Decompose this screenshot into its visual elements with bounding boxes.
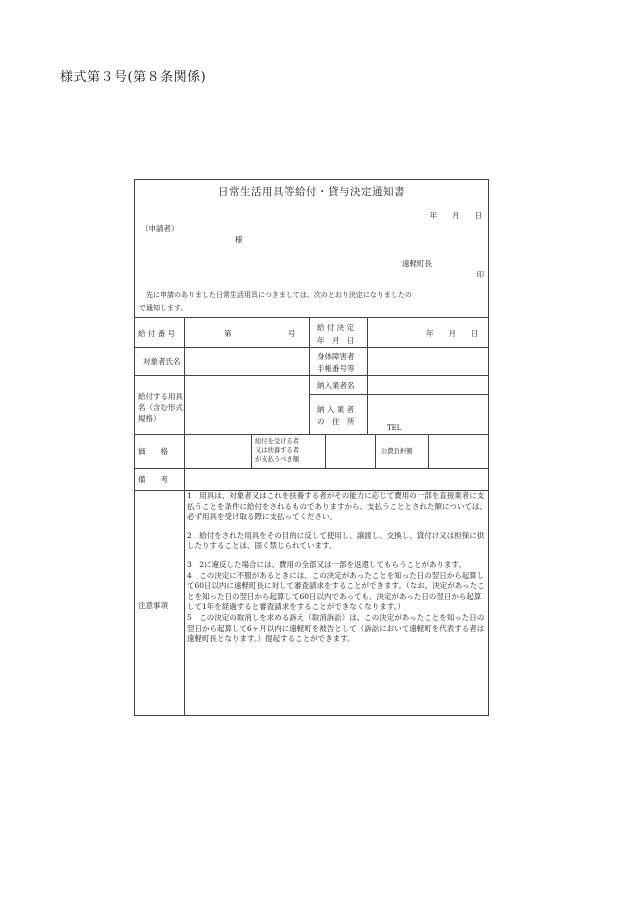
biko-label: 備 考: [138, 475, 168, 484]
notes-list: [187, 491, 487, 645]
yogu-label-3: 規格）: [138, 414, 161, 423]
kouhi-label: 公費負担額: [381, 448, 413, 455]
kettei-label-1: 給 付 決 定: [317, 323, 355, 332]
intro-line-2: で通知します。: [139, 304, 188, 312]
honorific: 様: [235, 235, 243, 244]
nonyu-addr-label-2: の 住 所: [317, 417, 355, 426]
chui-label: 注意事項: [138, 601, 168, 610]
futan-label-2: 又は扶養する者: [255, 447, 300, 454]
note-2: 2 給付をされた用具をその目的に反して使用し、譲渡し、交換し、貸付け又は担保に供したりすることは、固く禁じられています。: [187, 530, 485, 551]
yogu-label-1: 給付する用具: [138, 392, 183, 401]
form-title: 日常生活用具等給付・貸与決定通知書: [218, 186, 405, 198]
intro-line-1: 先に申請のありました日常生活用具につきましては、次のとおり決定になりましたの: [146, 291, 412, 299]
nonyu-name-label: 納入業者名: [317, 381, 355, 390]
note-3: 3 2に違反した場合には、費用の全部又は一部を返還してもらうことがあります。: [187, 559, 466, 569]
form-number-label: 様式第３号(第８条関係): [60, 70, 207, 85]
kyufu-bango-label: 給 付 番 号: [138, 329, 176, 338]
futan-label-3: が支払うべき額: [255, 456, 300, 463]
note-4: 4 この決定に不服があるときには、この決定があったことを知った日の翌日から起算して60日以内に遠軽町長に対して審査請求をすることができます。（なお、決定があったことを知った日の翌日から起算して60日以内であっても、決定があった日の翌日から起算して1年を経過すると審査請求をすることができなくなります。）: [187, 570, 485, 612]
nonyu-addr-label-1: 納 入 業 者: [317, 405, 355, 414]
go-label: 号: [288, 329, 296, 338]
taishosha-label: 対象者氏名: [143, 357, 181, 366]
mayor-title: 遠軽町長: [402, 259, 432, 268]
techo-label-2: 手帳番号等: [317, 364, 355, 373]
kakaku-label: 価 格: [138, 447, 168, 456]
issue-date: 年 月 日: [429, 211, 482, 220]
techo-label-1: 身体障害者: [317, 352, 355, 361]
notice-form: [134, 179, 489, 716]
kettei-label-2: 年 月 日: [317, 336, 355, 345]
futan-label-1: 給付を受ける者: [255, 438, 300, 445]
note-1: 1 用具は、対象者又はこれを扶養する者がその能力に応じて費用の一部を直接業者に支払うことを条件に給付をされるものでありますから、支払うこととされた額については、必ず用具を受け取る際に支払ってください。: [187, 491, 487, 522]
applicant-label: （申請者）: [141, 224, 179, 233]
tel-label: TEL: [387, 424, 402, 432]
kettei-date: 年 月 日: [426, 329, 479, 338]
dai-label: 第: [224, 329, 232, 338]
yogu-label-2: 名（含む形式: [138, 403, 183, 412]
seal-mark: 印: [476, 270, 484, 279]
note-5: 5 この決定の取消しを求める訴え（取消訴訟）は、この決定があったことを知った日の翌日から起算して6ヶ月以内に遠軽町を被告として（訴訟において遠軽町を代表する者は遠軽町長となります。）提起することができます。: [187, 612, 485, 644]
